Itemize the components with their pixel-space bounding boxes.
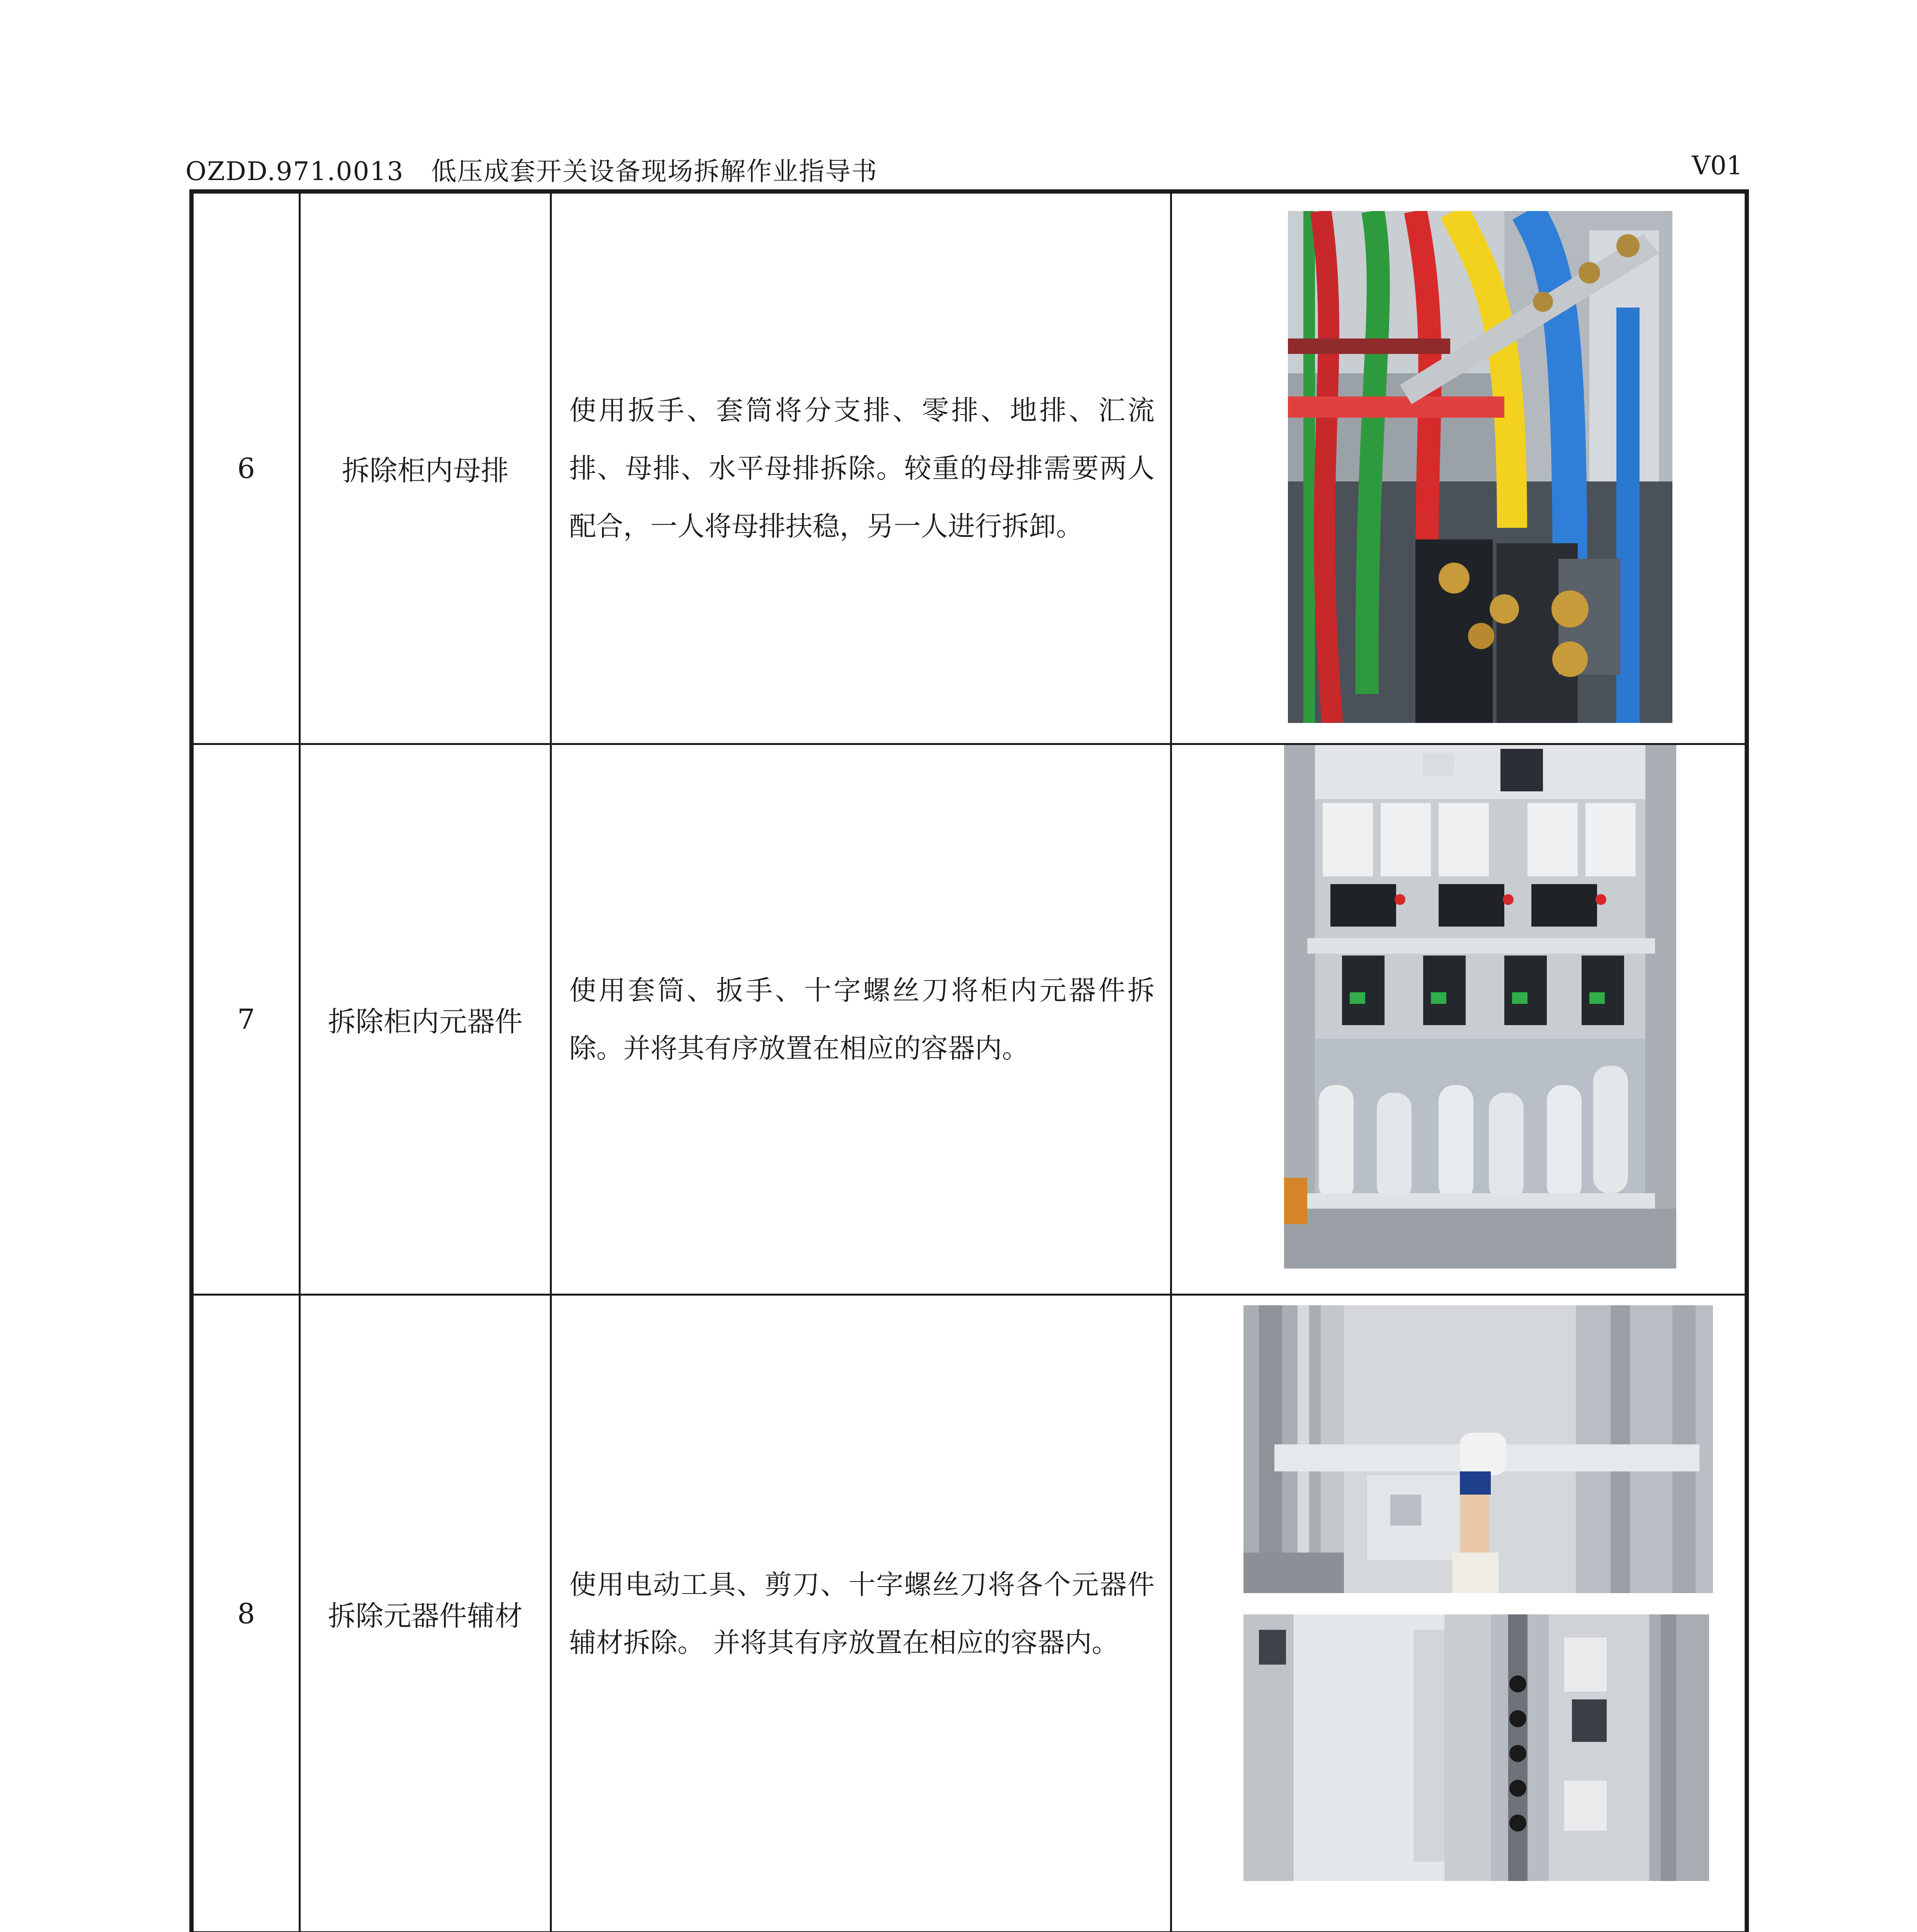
step-photo-cell — [1171, 744, 1747, 1295]
step-name: 拆除元器件辅材 — [300, 1295, 551, 1932]
doc-code: OZDD.971.0013 — [185, 156, 404, 186]
table-row — [192, 192, 1747, 744]
header-left — [185, 151, 878, 187]
page-header — [185, 151, 1743, 186]
step-name: 拆除柜内元器件 — [300, 744, 551, 1295]
step-description: 使用电动工具、剪刀、十字螺丝刀将各个元器件辅材拆除。 并将其有序放置在相应的容器内。 — [551, 1295, 1171, 1932]
procedure-table — [189, 189, 1749, 1932]
auxiliary-photo-bottom — [1243, 1614, 1709, 1881]
step-number: 7 — [192, 744, 300, 1295]
table-row — [192, 744, 1747, 1295]
step-number: 8 — [192, 1295, 300, 1932]
doc-version: V01 — [1692, 151, 1743, 180]
step-description: 使用套筒、扳手、十字螺丝刀将柜内元器件拆除。并将其有序放置在相应的容器内。 — [551, 744, 1171, 1295]
step-photo-cell — [1171, 1295, 1747, 1932]
auxiliary-photo-top — [1243, 1305, 1713, 1593]
step-name: 拆除柜内母排 — [300, 192, 551, 744]
step-number: 6 — [192, 192, 300, 744]
step-photo-cell — [1171, 192, 1747, 744]
doc-title: 低压成套开关设备现场拆解作业指导书 — [431, 156, 878, 186]
busbar-photo — [1288, 211, 1672, 723]
step-description: 使用扳手、套筒将分支排、零排、地排、汇流排、母排、水平母排拆除。较重的母排需要两人配合，一人将母排扶稳，另一人进行拆卸。 — [551, 192, 1171, 744]
table-row — [192, 1295, 1747, 1932]
cabinet-components-photo — [1284, 745, 1676, 1269]
